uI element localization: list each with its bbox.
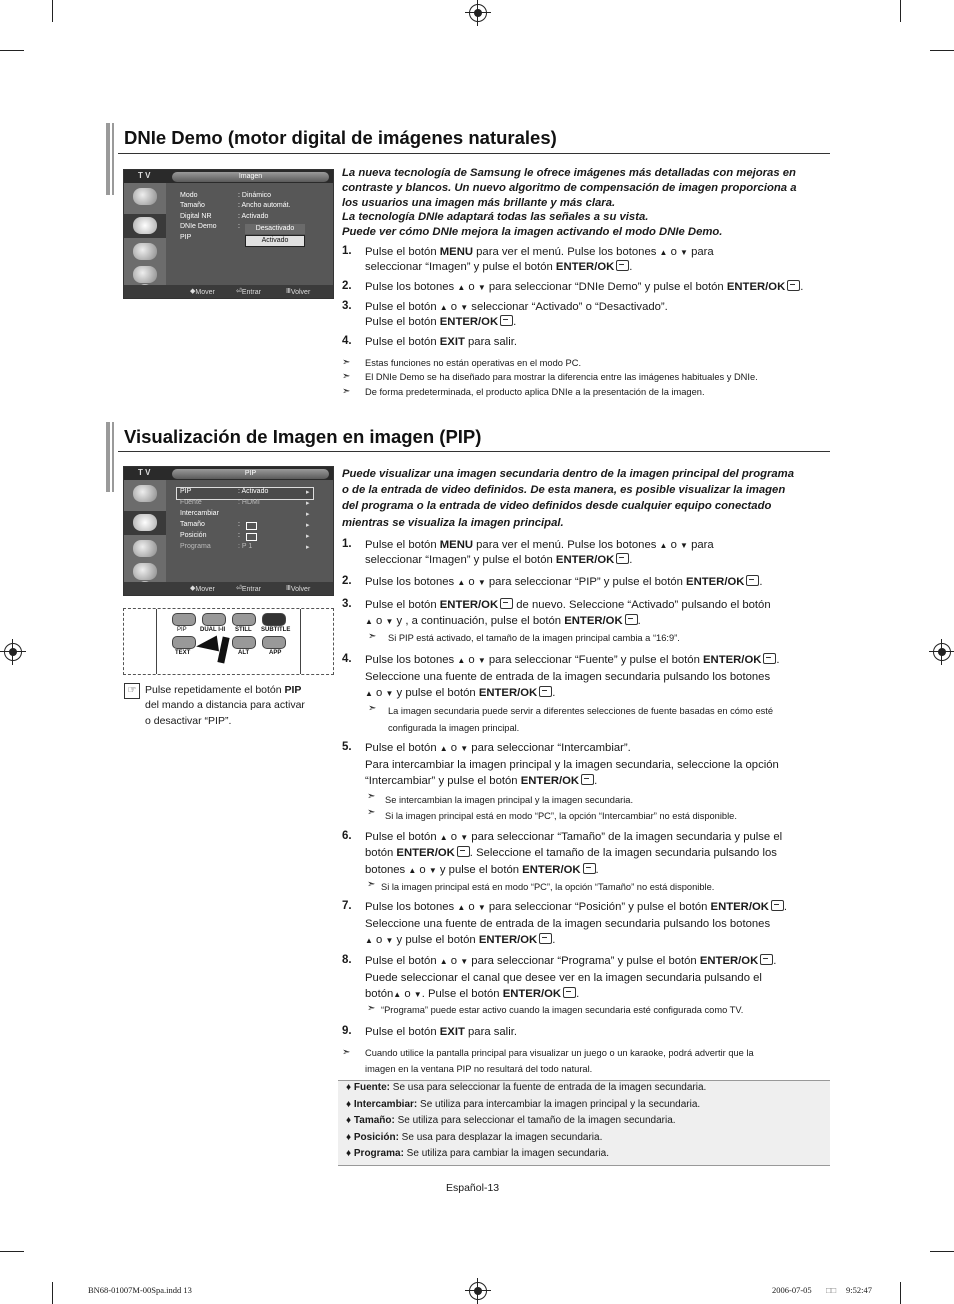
step-text: seleccionar “Imagen” y pulse el botón ENTER/OK . <box>365 261 633 273</box>
step-text: Pulse el botón EXIT para salir. <box>365 1026 517 1038</box>
pip-intro-line: mientras se visualiza la imagen principal. <box>342 517 564 529</box>
tv-menu-sidebar <box>124 183 166 285</box>
bullet-icon: ♦ <box>346 1132 352 1143</box>
crop-mark <box>0 50 24 51</box>
step-text: Pulse el botón ▲ o ▼ seleccionar “Activado” o “Desactivado”. <box>365 301 668 313</box>
enter-icon <box>539 686 552 697</box>
crop-mark <box>930 1251 954 1252</box>
back-hint: Ⅲ Volver <box>286 585 311 593</box>
remote-pip-button[interactable] <box>172 636 196 649</box>
move-hint: ◆ Mover <box>190 585 215 593</box>
registration-mark-icon <box>933 643 951 661</box>
step-text: Pulse el botón EXIT para salir. <box>365 336 517 348</box>
note-arrow-icon: ➣ <box>367 807 376 818</box>
remote-note-line: del mando a distancia para activar <box>145 699 305 711</box>
crop-mark <box>52 1282 53 1304</box>
pip-intro-line: Puede visualizar una imagen secundaria dentro de la imagen principal del programa <box>342 468 795 480</box>
dnie-intro-line: Puede ver cómo DNIe mejora la imagen activando el modo DNIe Demo. <box>342 226 723 238</box>
tv-label: T V <box>138 171 151 180</box>
tv-menu-main <box>166 480 333 582</box>
enter-icon <box>771 900 784 911</box>
step-text: botones ▲ o ▼ y pulse el botón ENTER/OK . <box>365 864 599 876</box>
option-activado-selected[interactable]: Activado <box>245 235 305 247</box>
arrow-right-icon: ▸ <box>306 489 310 496</box>
note-text: El DNIe Demo se ha diseñado para mostrar la diferencia entre las imágenes habituales y DNIe. <box>365 372 758 382</box>
position-icon <box>246 533 257 541</box>
remote-note-line: Pulse repetidamente el botón PIP <box>145 684 302 696</box>
remote-label: STILL <box>235 627 252 633</box>
menu-input-icon <box>133 485 157 502</box>
step-text: Pulse el botón MENU para ver el menú. Pulse los botones ▲ o ▼ para <box>365 246 714 258</box>
menu-row[interactable]: PIP : Activado ▸ <box>180 488 310 496</box>
crop-mark <box>52 0 53 22</box>
menu-channel-icon <box>133 266 157 283</box>
note-text: “Programa” puede estar activo cuando la imagen secundaria esté configurada como TV. <box>381 1005 744 1015</box>
menu-row: Modo : Dinámico <box>180 192 272 199</box>
step-text: Seleccione una fuente de entrada de la imagen secundaria pulsando los botones <box>365 918 771 930</box>
registration-mark-icon <box>4 643 22 661</box>
menu-channel-icon <box>133 563 157 580</box>
remote-button[interactable] <box>262 636 286 649</box>
section-bar <box>112 422 114 492</box>
registration-mark-icon <box>469 4 487 22</box>
up-arrow-icon: ▲ <box>365 936 373 945</box>
footer-time: 9:52:47 <box>846 1285 872 1295</box>
note-text: Si PIP está activado, el tamaño de la imagen principal cambia a “16:9”. <box>388 633 680 643</box>
glossary-box <box>338 1080 830 1166</box>
crop-mark <box>930 50 954 51</box>
option-desactivado[interactable]: Desactivado <box>245 224 305 234</box>
enter-icon <box>746 575 759 586</box>
step-text: Pulse el botón MENU para ver el menú. Pulse los botones ▲ o ▼ para <box>365 539 714 551</box>
remote-control-detail <box>123 608 334 675</box>
menu-row[interactable]: Fuente : HDMI ▸ <box>180 499 310 507</box>
menu-sound-icon <box>133 540 157 557</box>
remote-pip-button-top[interactable] <box>172 613 196 626</box>
enter-icon <box>787 280 800 291</box>
note-text: Cuando utilice la pantalla principal para visualizar un juego o un karaoke, podrá advertir que la <box>365 1048 754 1058</box>
tv-menu-dnie <box>123 169 334 299</box>
remote-label: SUBTITLE <box>261 627 291 633</box>
menu-row: DNIe Demo : <box>180 223 240 230</box>
dnie-intro-line: La nueva tecnología de Samsung le ofrece imágenes más detalladas con mejoras en <box>342 167 796 179</box>
glossary-item: ♦ Fuente: Se usa para seleccionar la fuente de entrada de la imagen secundaria. <box>346 1082 707 1093</box>
menu-row[interactable]: Tamaño : ▸ <box>180 521 310 529</box>
step-text: botón ENTER/OK . Seleccione el tamaño de la imagen secundaria pulsando los <box>365 847 777 859</box>
enter-icon <box>539 933 552 944</box>
section-rule <box>118 153 830 154</box>
bullet-icon: ♦ <box>346 1115 352 1126</box>
step-number: 6. <box>342 830 352 842</box>
tv-menu-main <box>166 183 333 285</box>
menu-picture-icon <box>133 217 157 234</box>
menu-picture-icon <box>133 514 157 531</box>
section-bar <box>106 422 110 492</box>
footer-boxes: □□ <box>826 1285 837 1295</box>
enter-hint: ⏎ Entrar <box>236 585 261 593</box>
step-number: 2. <box>342 280 352 292</box>
remote-label: TEXT <box>175 650 191 656</box>
step-text: Pulse el botón ENTER/OK . <box>365 316 517 328</box>
up-arrow-icon: ▲ <box>457 578 466 587</box>
remote-button[interactable] <box>232 636 256 649</box>
crop-mark <box>0 1251 24 1252</box>
note-arrow-icon: ➣ <box>342 386 351 397</box>
crop-mark <box>900 0 901 22</box>
tv-label: T V <box>138 468 151 477</box>
down-arrow-icon: ▼ <box>385 617 394 626</box>
enter-icon <box>616 553 629 564</box>
step-text: Pulse los botones ▲ o ▼ para seleccionar “PIP” y pulse el botón ENTER/OK . <box>365 576 763 588</box>
step-text: botón▲ o ▼. Pulse el botón ENTER/OK . <box>365 988 580 1000</box>
glossary-item: ♦ Posición: Se usa para desplazar la imagen secundaria. <box>346 1132 603 1143</box>
enter-icon <box>760 954 773 965</box>
step-text: Puede seleccionar el canal que desee ver en la imagen secundaria pulsando el <box>365 972 762 984</box>
tv-menu-bottombar <box>124 582 333 595</box>
arrow-right-icon: ▸ <box>306 533 310 540</box>
enter-icon <box>583 863 596 874</box>
tv-menu-bottombar <box>124 285 333 298</box>
up-arrow-icon: ▲ <box>659 541 668 550</box>
section-rule <box>118 451 830 452</box>
glossary-item: ♦ Tamaño: Se utiliza para seleccionar el tamaño de la imagen secundaria. <box>346 1115 676 1126</box>
step-number: 7. <box>342 900 352 912</box>
up-arrow-icon: ▲ <box>365 617 373 626</box>
footer-filename: BN68-01007M-00Spa.indd 13 <box>88 1285 192 1295</box>
dnie-intro-line: La tecnología DNIe adaptará todas las señales a su vista. <box>342 211 649 223</box>
down-arrow-icon: ▼ <box>477 578 486 587</box>
section-bar <box>106 123 110 195</box>
note-arrow-icon: ➣ <box>368 631 377 642</box>
enter-icon <box>500 598 513 609</box>
enter-icon <box>581 774 594 785</box>
up-arrow-icon: ▲ <box>457 283 466 292</box>
dnie-intro-line: los usuarios una imagen más brillante y más clara. <box>342 197 616 209</box>
up-arrow-icon: ▲ <box>457 656 466 665</box>
down-arrow-icon: ▼ <box>477 903 486 912</box>
section-title-dnie: DNIe Demo (motor digital de imágenes naturales) <box>124 127 557 148</box>
pip-intro-line: del programa o la entrada de video definidos desde cualquier equipo conectado <box>342 500 772 512</box>
step-text: Para intercambiar la imagen principal y la imagen secundaria, seleccione la opción <box>365 759 779 771</box>
note-arrow-icon: ➣ <box>367 1003 376 1014</box>
note-arrow-icon: ➣ <box>368 703 377 714</box>
menu-row: Tamaño : Ancho automát. <box>180 202 291 209</box>
note-arrow-icon: ➣ <box>342 371 351 382</box>
enter-icon <box>616 260 629 271</box>
arrow-right-icon: ▸ <box>306 522 310 529</box>
size-icon <box>246 522 257 530</box>
menu-input-icon <box>133 188 157 205</box>
step-number: 1. <box>342 245 352 257</box>
note-text: De forma predeterminada, el producto aplica DNIe a la presentación de la imagen. <box>365 387 705 397</box>
remote-note-line: o desactivar “PIP”. <box>145 715 232 727</box>
up-arrow-icon: ▲ <box>439 833 448 842</box>
move-hint: ◆ Mover <box>190 288 215 296</box>
enter-hint: ⏎ Entrar <box>236 288 261 296</box>
step-text: Pulse los botones ▲ o ▼ para seleccionar “Fuente” y pulse el botón ENTER/OK . <box>365 654 780 666</box>
note-text: Estas funciones no están operativas en el modo PC. <box>365 358 582 368</box>
remote-button[interactable] <box>202 613 226 626</box>
step-number: 4. <box>342 653 352 665</box>
step-text: ▲ o ▼ y pulse el botón ENTER/OK . <box>365 934 556 946</box>
step-text: seleccionar “Imagen” y pulse el botón ENTER/OK . <box>365 554 633 566</box>
enter-icon <box>763 653 776 664</box>
enter-icon <box>457 846 470 857</box>
arrow-right-icon: ▸ <box>306 511 310 518</box>
step-number: 8. <box>342 954 352 966</box>
up-arrow-icon: ▲ <box>439 744 448 753</box>
note-arrow-icon: ➣ <box>342 357 351 368</box>
glossary-item: ♦ Intercambiar: Se utiliza para intercambiar la imagen principal y la secundaria. <box>346 1099 701 1110</box>
step-text: Pulse el botón ENTER/OK de nuevo. Seleccione “Activado” pulsando el botón <box>365 599 771 611</box>
step-number: 1. <box>342 538 352 550</box>
crop-mark <box>900 1282 901 1304</box>
pointer-arrow-icon <box>217 637 229 664</box>
step-text: ▲ o ▼ y pulse el botón ENTER/OK . <box>365 687 556 699</box>
step-text: Pulse el botón ▲ o ▼ para seleccionar “Programa” y pulse el botón ENTER/OK . <box>365 955 777 967</box>
down-arrow-icon: ▼ <box>460 957 469 966</box>
step-number: 2. <box>342 575 352 587</box>
down-arrow-icon: ▼ <box>680 541 688 550</box>
note-text: imagen en la ventana PIP no resultará del todo natural. <box>365 1064 593 1074</box>
down-arrow-icon: ▼ <box>460 744 469 753</box>
menu-row[interactable]: Intercambiar ▸ <box>180 510 310 518</box>
down-arrow-icon: ▼ <box>477 283 486 292</box>
note-text: Si la imagen principal está en modo “PC”, la opción “Tamaño” no está disponible. <box>381 882 715 892</box>
step-number: 4. <box>342 335 352 347</box>
note-arrow-icon: ➣ <box>367 879 376 890</box>
tv-menu-title: Imagen <box>172 172 329 182</box>
footer-date: 2006-07-05 <box>772 1285 812 1295</box>
up-arrow-icon: ▲ <box>439 303 448 312</box>
down-arrow-icon: ▼ <box>428 866 437 875</box>
dnie-intro-line: contraste y blancos. Un nuevo algoritmo de compensación de imagen proporciona a <box>342 182 797 194</box>
up-arrow-icon: ▲ <box>365 689 373 698</box>
up-arrow-icon: ▲ <box>408 866 417 875</box>
arrow-right-icon: ▸ <box>306 544 310 551</box>
page-number: Español-13 <box>446 1182 500 1194</box>
bullet-icon: ♦ <box>346 1099 352 1110</box>
menu-row[interactable]: Programa : P 1 ▸ <box>180 543 310 551</box>
remote-label: DUAL I-II <box>200 627 226 633</box>
tv-menu-title: PIP <box>172 469 329 479</box>
step-text: Seleccione una fuente de entrada de la imagen secundaria pulsando los botones <box>365 671 771 683</box>
menu-row: Digital NR : Activado <box>180 213 269 220</box>
registration-mark-icon <box>469 1282 487 1300</box>
remote-button[interactable] <box>232 613 256 626</box>
note-text: configurada la imagen principal. <box>388 723 520 733</box>
pointer-arrow-icon <box>195 636 219 655</box>
step-text: Pulse el botón ▲ o ▼ para seleccionar “Intercambiar”. <box>365 742 631 754</box>
bullet-icon: ♦ <box>346 1148 352 1159</box>
step-text: Pulse los botones ▲ o ▼ para seleccionar “DNIe Demo” y pulse el botón ENTER/OK . <box>365 281 804 293</box>
step-number: 3. <box>342 598 352 610</box>
pip-intro-line: o de la entrada de video definidos. De esta manera, es posible visualizar la imagen <box>342 484 786 496</box>
tv-menu-pip <box>123 466 334 596</box>
remote-label: ALT <box>238 650 250 656</box>
note-arrow-icon: ➣ <box>342 1047 351 1058</box>
remote-label: APP <box>269 650 282 656</box>
back-hint: Ⅲ Volver <box>286 288 311 296</box>
menu-sound-icon <box>133 243 157 260</box>
up-arrow-icon: ▲ <box>393 990 402 999</box>
step-number: 5. <box>342 741 352 753</box>
down-arrow-icon: ▼ <box>385 689 394 698</box>
step-number: 3. <box>342 300 352 312</box>
down-arrow-icon: ▼ <box>460 303 469 312</box>
down-arrow-icon: ▼ <box>385 936 394 945</box>
up-arrow-icon: ▲ <box>457 903 466 912</box>
note-arrow-icon: ➣ <box>367 791 376 802</box>
down-arrow-icon: ▼ <box>477 656 486 665</box>
down-arrow-icon: ▼ <box>460 833 469 842</box>
step-text: Pulse los botones ▲ o ▼ para seleccionar “Posición” y pulse el botón ENTER/OK . <box>365 901 788 913</box>
remote-label: PIP <box>177 627 187 633</box>
step-text: ▲ o ▼ y , a continuación, pulse el botón ENTER/OK . <box>365 615 641 627</box>
step-text: “Intercambiar” y pulse el botón ENTER/OK . <box>365 775 598 787</box>
enter-icon <box>500 315 513 326</box>
note-text: Si la imagen principal está en modo “PC”, la opción “Intercambiar” no está disponible. <box>385 811 737 821</box>
remote-button[interactable] <box>262 613 286 626</box>
enter-icon <box>563 987 576 998</box>
down-arrow-icon: ▼ <box>413 990 422 999</box>
arrow-right-icon: ▸ <box>306 500 310 507</box>
menu-row: PIP <box>180 234 192 241</box>
up-arrow-icon: ▲ <box>439 957 448 966</box>
section-title-pip: Visualización de Imagen en imagen (PIP) <box>124 426 482 447</box>
up-arrow-icon: ▲ <box>659 248 668 257</box>
glossary-item: ♦ Programa: Se utiliza para cambiar la imagen secundaria. <box>346 1148 610 1159</box>
menu-row[interactable]: Posición : ▸ <box>180 532 310 540</box>
enter-icon <box>625 614 638 625</box>
tv-menu-sidebar <box>124 480 166 582</box>
section-bar <box>112 123 114 195</box>
down-arrow-icon: ▼ <box>680 248 688 257</box>
bullet-icon: ♦ <box>346 1082 352 1093</box>
remote-hand-icon: ☞ <box>124 683 140 699</box>
step-text: Pulse el botón ▲ o ▼ para seleccionar “Tamaño” de la imagen secundaria y pulse el <box>365 831 783 843</box>
step-number: 9. <box>342 1025 352 1037</box>
note-text: Se intercambian la imagen principal y la imagen secundaria. <box>385 795 634 805</box>
note-text: La imagen secundaria puede servir a diferentes selecciones de fuente basadas en cómo esté <box>388 706 774 716</box>
